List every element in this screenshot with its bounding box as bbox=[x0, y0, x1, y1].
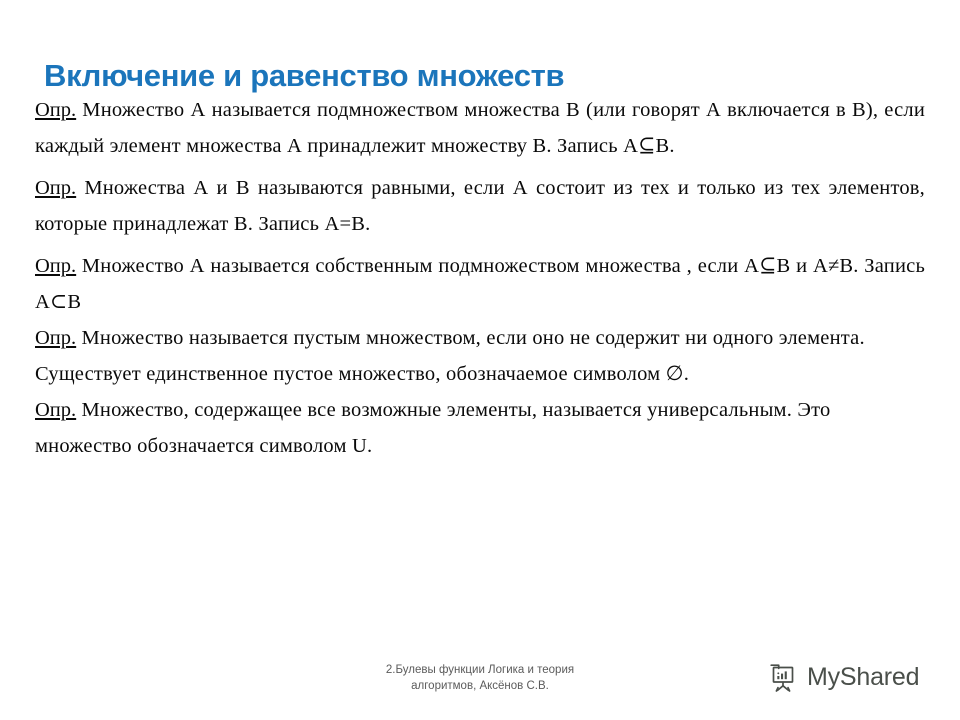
definition-text-2: Множества А и В называются равными, если А состоит из тех и только из тех элементов, которые принадлежат В. Запись А=В. bbox=[35, 177, 925, 235]
definition-paragraph-1 bbox=[35, 92, 925, 164]
definition-label-1: Опр. bbox=[35, 99, 77, 121]
definition-label-2: Опр. bbox=[35, 177, 77, 199]
definition-text-1: Множество А называется подмножеством множества В (или говорят А включается в В), если каждый элемент множества А принадлежит множеству В. Запись A⊆B. bbox=[35, 99, 925, 157]
definition-text-3: Множество А называется собственным подмножеством множества , если A⊆B и A≠B. Запись A⊂B bbox=[35, 255, 925, 313]
definition-paragraph-3 bbox=[35, 248, 925, 320]
definition-text-5: Множество, содержащее все возможные элементы, называется универсальным. Это множество обозначается символом U. bbox=[35, 399, 831, 457]
footer-line-2: алгоритмов, Аксёнов С.В. bbox=[411, 680, 549, 692]
definition-paragraph-4 bbox=[35, 320, 925, 392]
definition-text-4: Множество называется пустым множеством, если оно не содержит ни одного элемента. Существует единственное пустое множество, обозначаемое символом ∅. bbox=[35, 327, 865, 385]
myshared-watermark bbox=[766, 660, 919, 694]
presentation-board-icon bbox=[766, 660, 800, 694]
definition-label-5: Опр. bbox=[35, 399, 77, 421]
page-title: Включение и равенство множеств bbox=[44, 57, 565, 93]
definition-paragraph-5 bbox=[35, 392, 925, 464]
definition-label-3: Опр. bbox=[35, 255, 77, 277]
definition-paragraph-2 bbox=[35, 170, 925, 242]
footer-line-1: 2.Булевы функции Логика и теория bbox=[385, 664, 575, 676]
definitions-list bbox=[35, 92, 925, 464]
definition-label-4: Опр. bbox=[35, 327, 77, 349]
myshared-brand-text: MyShared bbox=[807, 663, 920, 691]
